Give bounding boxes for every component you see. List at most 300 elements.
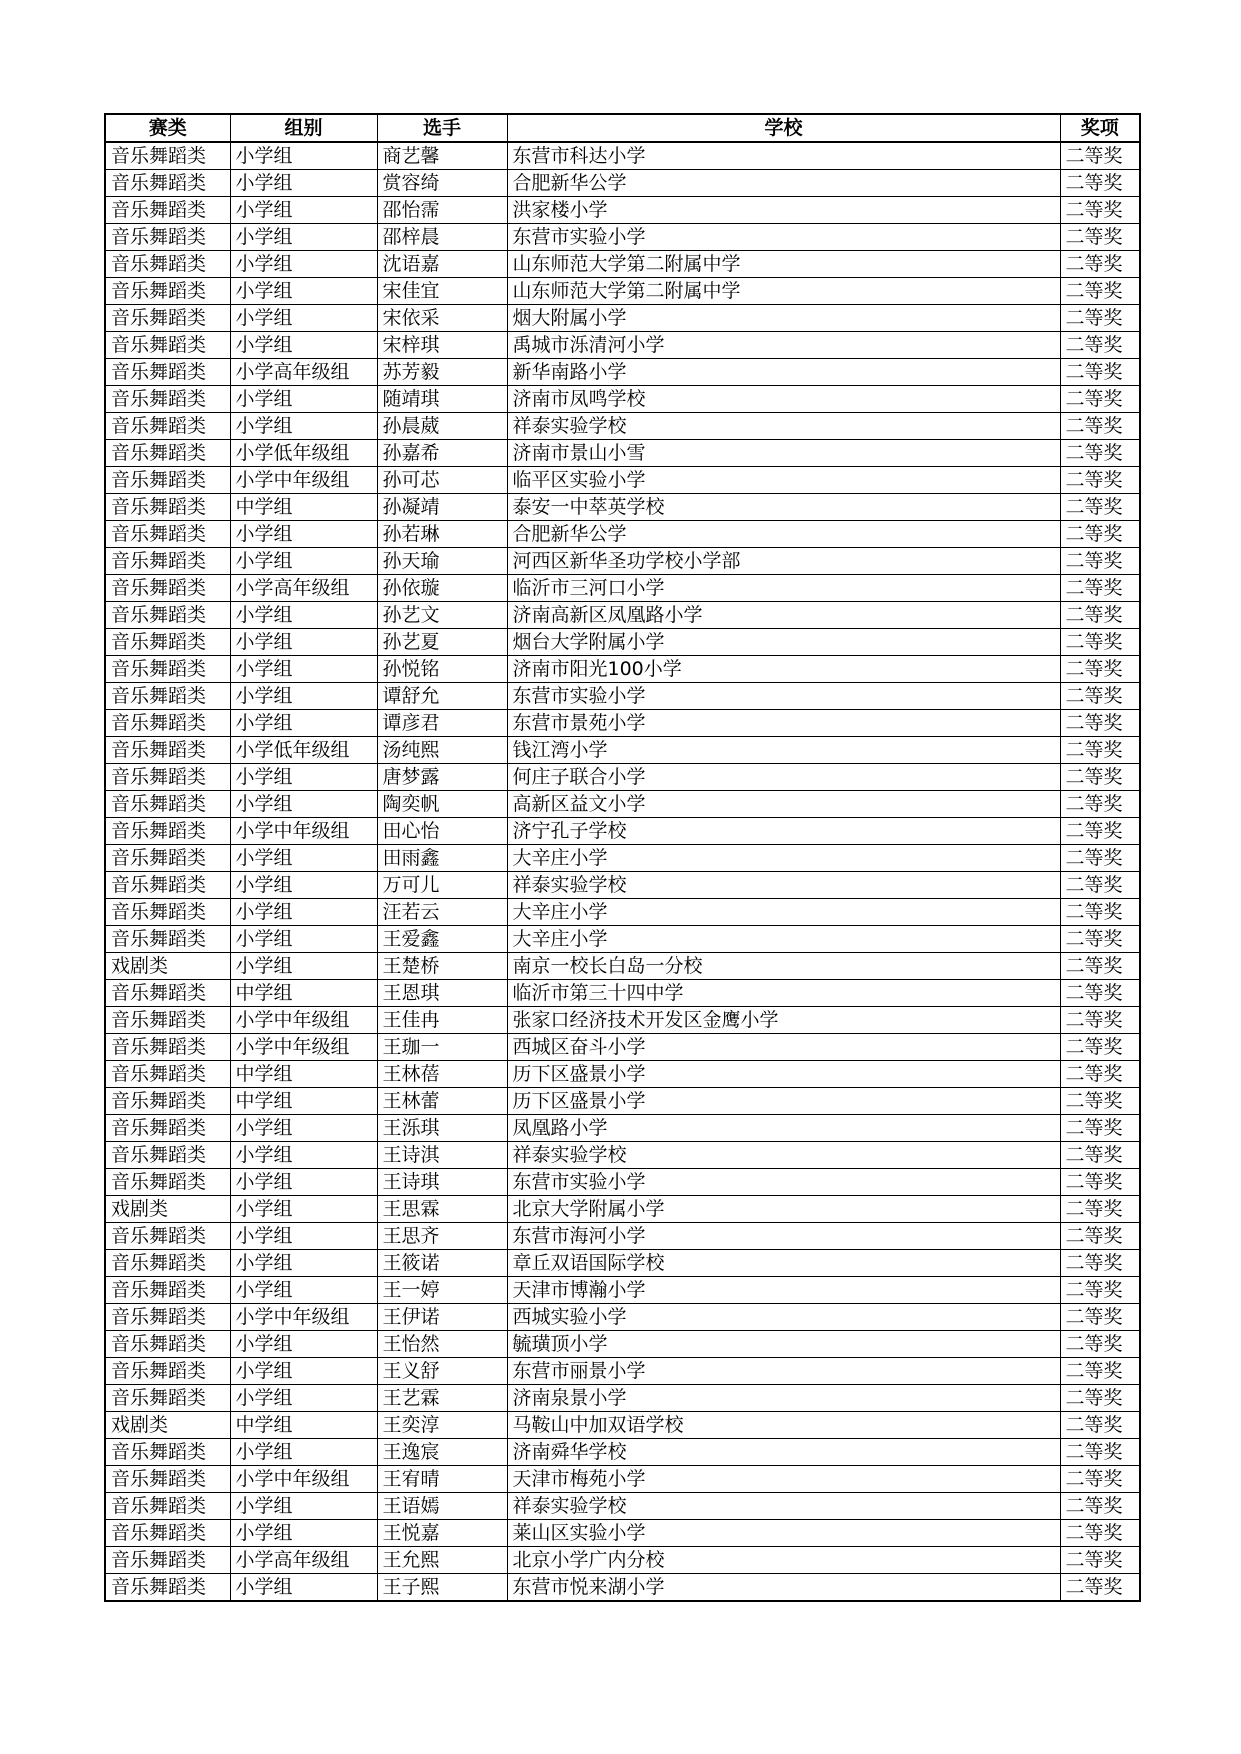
cell-school: 东营市海河小学 [507,1223,1060,1250]
cell-contestant: 王楚桥 [377,953,507,980]
cell-contestant: 王恩琪 [377,980,507,1007]
cell-school: 济宁孔子学校 [507,818,1060,845]
cell-group: 小学组 [230,710,377,737]
cell-category: 音乐舞蹈类 [105,791,230,818]
cell-school: 济南泉景小学 [507,1385,1060,1412]
cell-category: 音乐舞蹈类 [105,764,230,791]
cell-school: 临沂市第三十四中学 [507,980,1060,1007]
cell-contestant: 王诗琪 [377,1169,507,1196]
table-row [105,791,1140,818]
table-row [105,1277,1140,1304]
cell-group: 小学组 [230,251,377,278]
cell-group: 中学组 [230,494,377,521]
cell-category: 戏剧类 [105,1412,230,1439]
table-row [105,1196,1140,1223]
cell-category: 音乐舞蹈类 [105,1385,230,1412]
cell-school: 山东师范大学第二附属中学 [507,251,1060,278]
cell-category: 音乐舞蹈类 [105,170,230,197]
cell-category: 音乐舞蹈类 [105,629,230,656]
cell-school: 大辛庄小学 [507,899,1060,926]
cell-group: 小学组 [230,1358,377,1385]
cell-school: 济南市凤鸣学校 [507,386,1060,413]
cell-category: 音乐舞蹈类 [105,548,230,575]
table-row [105,1223,1140,1250]
cell-contestant: 王怡然 [377,1331,507,1358]
header-award: 奖项 [1060,114,1140,142]
table-row [105,1412,1140,1439]
cell-contestant: 孙悦铭 [377,656,507,683]
cell-school: 天津市梅苑小学 [507,1466,1060,1493]
cell-category: 音乐舞蹈类 [105,1250,230,1277]
table-row [105,1466,1140,1493]
cell-contestant: 孙晨葳 [377,413,507,440]
table-row [105,386,1140,413]
table-row [105,953,1140,980]
cell-school: 东营市实验小学 [507,224,1060,251]
cell-group: 小学组 [230,224,377,251]
table-row [105,251,1140,278]
cell-contestant: 孙依璇 [377,575,507,602]
table-row [105,332,1140,359]
cell-contestant: 宋依采 [377,305,507,332]
cell-award: 二等奖 [1060,1115,1140,1142]
cell-award: 二等奖 [1060,359,1140,386]
cell-school: 祥泰实验学校 [507,1142,1060,1169]
cell-contestant: 王一婷 [377,1277,507,1304]
cell-contestant: 王佳冉 [377,1007,507,1034]
cell-group: 小学高年级组 [230,1547,377,1574]
cell-category: 音乐舞蹈类 [105,1034,230,1061]
cell-school: 北京大学附属小学 [507,1196,1060,1223]
cell-group: 小学高年级组 [230,575,377,602]
cell-school: 东营市悦来湖小学 [507,1574,1060,1602]
cell-group: 小学组 [230,1574,377,1602]
cell-award: 二等奖 [1060,224,1140,251]
cell-school: 东营市科达小学 [507,142,1060,170]
cell-award: 二等奖 [1060,1493,1140,1520]
cell-category: 音乐舞蹈类 [105,845,230,872]
table-row [105,1520,1140,1547]
cell-category: 音乐舞蹈类 [105,413,230,440]
cell-award: 二等奖 [1060,1358,1140,1385]
cell-group: 小学中年级组 [230,1007,377,1034]
cell-group: 小学组 [230,278,377,305]
cell-award: 二等奖 [1060,1412,1140,1439]
cell-category: 音乐舞蹈类 [105,224,230,251]
cell-group: 小学组 [230,602,377,629]
cell-contestant: 谭舒允 [377,683,507,710]
cell-contestant: 王林蓓 [377,1061,507,1088]
cell-contestant: 宋佳宜 [377,278,507,305]
cell-contestant: 孙若琳 [377,521,507,548]
cell-school: 济南高新区凤凰路小学 [507,602,1060,629]
cell-contestant: 唐梦露 [377,764,507,791]
cell-award: 二等奖 [1060,575,1140,602]
cell-award: 二等奖 [1060,629,1140,656]
cell-group: 小学组 [230,872,377,899]
cell-group: 小学组 [230,548,377,575]
cell-category: 音乐舞蹈类 [105,872,230,899]
cell-school: 凤凰路小学 [507,1115,1060,1142]
cell-category: 音乐舞蹈类 [105,1358,230,1385]
cell-category: 音乐舞蹈类 [105,278,230,305]
cell-contestant: 万可儿 [377,872,507,899]
cell-school: 烟大附属小学 [507,305,1060,332]
cell-category: 音乐舞蹈类 [105,980,230,1007]
cell-school: 西城实验小学 [507,1304,1060,1331]
table-row [105,494,1140,521]
cell-contestant: 王筱诺 [377,1250,507,1277]
cell-school: 祥泰实验学校 [507,1493,1060,1520]
cell-category: 音乐舞蹈类 [105,1142,230,1169]
cell-award: 二等奖 [1060,278,1140,305]
cell-group: 小学组 [230,791,377,818]
table-row [105,1007,1140,1034]
cell-contestant: 商艺馨 [377,142,507,170]
table-row [105,1088,1140,1115]
cell-group: 小学组 [230,1169,377,1196]
cell-contestant: 陶奕帆 [377,791,507,818]
cell-category: 音乐舞蹈类 [105,386,230,413]
cell-group: 小学组 [230,953,377,980]
cell-category: 音乐舞蹈类 [105,1520,230,1547]
table-row [105,1142,1140,1169]
cell-award: 二等奖 [1060,980,1140,1007]
table-row [105,197,1140,224]
cell-category: 音乐舞蹈类 [105,710,230,737]
cell-award: 二等奖 [1060,845,1140,872]
table-row [105,142,1140,170]
cell-contestant: 田心怡 [377,818,507,845]
cell-category: 音乐舞蹈类 [105,1088,230,1115]
awards-table [104,113,1141,1602]
cell-contestant: 王泺琪 [377,1115,507,1142]
table-row [105,818,1140,845]
cell-contestant: 孙嘉希 [377,440,507,467]
cell-award: 二等奖 [1060,332,1140,359]
cell-school: 东营市景苑小学 [507,710,1060,737]
cell-award: 二等奖 [1060,521,1140,548]
cell-award: 二等奖 [1060,818,1140,845]
cell-school: 济南舜华学校 [507,1439,1060,1466]
cell-category: 音乐舞蹈类 [105,1439,230,1466]
cell-contestant: 王诗淇 [377,1142,507,1169]
table-row [105,413,1140,440]
cell-contestant: 赏容绮 [377,170,507,197]
cell-category: 音乐舞蹈类 [105,1331,230,1358]
cell-school: 何庄子联合小学 [507,764,1060,791]
table-row [105,764,1140,791]
table-row [105,575,1140,602]
cell-award: 二等奖 [1060,467,1140,494]
cell-award: 二等奖 [1060,197,1140,224]
table-row [105,845,1140,872]
cell-group: 小学组 [230,845,377,872]
table-row [105,1169,1140,1196]
cell-group: 小学组 [230,1196,377,1223]
table-row [105,1304,1140,1331]
cell-award: 二等奖 [1060,1169,1140,1196]
cell-group: 小学组 [230,683,377,710]
table-row [105,1385,1140,1412]
cell-school: 莱山区实验小学 [507,1520,1060,1547]
cell-category: 音乐舞蹈类 [105,1115,230,1142]
cell-award: 二等奖 [1060,683,1140,710]
cell-category: 音乐舞蹈类 [105,1304,230,1331]
cell-school: 南京一校长白岛一分校 [507,953,1060,980]
header-group: 组别 [230,114,377,142]
cell-category: 音乐舞蹈类 [105,332,230,359]
cell-school: 临平区实验小学 [507,467,1060,494]
cell-group: 小学组 [230,1493,377,1520]
cell-school: 泰安一中萃英学校 [507,494,1060,521]
table-row [105,521,1140,548]
header-school: 学校 [507,114,1060,142]
cell-award: 二等奖 [1060,872,1140,899]
cell-category: 音乐舞蹈类 [105,1277,230,1304]
cell-award: 二等奖 [1060,1331,1140,1358]
cell-school: 合肥新华公学 [507,521,1060,548]
cell-contestant: 王思霖 [377,1196,507,1223]
cell-group: 小学组 [230,1439,377,1466]
cell-category: 音乐舞蹈类 [105,899,230,926]
header-contestant: 选手 [377,114,507,142]
cell-award: 二等奖 [1060,1088,1140,1115]
table-row [105,710,1140,737]
table-row [105,899,1140,926]
cell-group: 小学组 [230,1331,377,1358]
cell-category: 音乐舞蹈类 [105,1574,230,1602]
cell-contestant: 王允熙 [377,1547,507,1574]
table-body [105,142,1140,1601]
cell-category: 音乐舞蹈类 [105,1223,230,1250]
cell-group: 中学组 [230,980,377,1007]
cell-contestant: 苏芳毅 [377,359,507,386]
table-row [105,278,1140,305]
cell-group: 小学低年级组 [230,737,377,764]
table-row [105,1034,1140,1061]
cell-contestant: 王悦嘉 [377,1520,507,1547]
cell-contestant: 王爱鑫 [377,926,507,953]
cell-school: 济南市阳光100小学 [507,656,1060,683]
cell-group: 小学组 [230,332,377,359]
cell-school: 新华南路小学 [507,359,1060,386]
cell-category: 音乐舞蹈类 [105,602,230,629]
table-header-row [105,114,1140,142]
cell-contestant: 随靖琪 [377,386,507,413]
cell-school: 天津市博瀚小学 [507,1277,1060,1304]
cell-category: 音乐舞蹈类 [105,521,230,548]
cell-group: 小学中年级组 [230,1304,377,1331]
table-row [105,224,1140,251]
cell-award: 二等奖 [1060,1223,1140,1250]
table-row [105,926,1140,953]
cell-award: 二等奖 [1060,1196,1140,1223]
table-row [105,170,1140,197]
cell-contestant: 汪若云 [377,899,507,926]
cell-group: 小学组 [230,197,377,224]
cell-contestant: 王艺霖 [377,1385,507,1412]
cell-contestant: 王子熙 [377,1574,507,1602]
cell-group: 小学组 [230,764,377,791]
cell-school: 东营市丽景小学 [507,1358,1060,1385]
table-row [105,548,1140,575]
cell-school: 毓璜顶小学 [507,1331,1060,1358]
cell-group: 小学组 [230,413,377,440]
cell-category: 音乐舞蹈类 [105,1169,230,1196]
cell-group: 小学组 [230,170,377,197]
cell-award: 二等奖 [1060,413,1140,440]
cell-contestant: 孙凝靖 [377,494,507,521]
table-row [105,1358,1140,1385]
cell-school: 东营市实验小学 [507,683,1060,710]
cell-category: 音乐舞蹈类 [105,440,230,467]
cell-award: 二等奖 [1060,386,1140,413]
cell-category: 音乐舞蹈类 [105,251,230,278]
cell-school: 高新区益文小学 [507,791,1060,818]
table-row [105,467,1140,494]
cell-award: 二等奖 [1060,1574,1140,1602]
header-category: 赛类 [105,114,230,142]
cell-contestant: 孙艺文 [377,602,507,629]
cell-award: 二等奖 [1060,1385,1140,1412]
cell-group: 小学组 [230,305,377,332]
table-row [105,1493,1140,1520]
cell-school: 章丘双语国际学校 [507,1250,1060,1277]
table-row [105,359,1140,386]
cell-award: 二等奖 [1060,1304,1140,1331]
cell-contestant: 邵梓晨 [377,224,507,251]
cell-category: 音乐舞蹈类 [105,1547,230,1574]
cell-group: 小学组 [230,521,377,548]
cell-contestant: 汤纯熙 [377,737,507,764]
cell-award: 二等奖 [1060,251,1140,278]
cell-group: 小学组 [230,386,377,413]
cell-contestant: 宋梓琪 [377,332,507,359]
table-row [105,1061,1140,1088]
cell-award: 二等奖 [1060,710,1140,737]
cell-award: 二等奖 [1060,656,1140,683]
cell-award: 二等奖 [1060,602,1140,629]
table-row [105,1331,1140,1358]
cell-award: 二等奖 [1060,1034,1140,1061]
cell-group: 小学中年级组 [230,1034,377,1061]
cell-group: 小学组 [230,1115,377,1142]
cell-school: 历下区盛景小学 [507,1088,1060,1115]
cell-group: 小学组 [230,142,377,170]
cell-group: 中学组 [230,1088,377,1115]
cell-group: 小学组 [230,899,377,926]
cell-award: 二等奖 [1060,1007,1140,1034]
cell-category: 音乐舞蹈类 [105,926,230,953]
table-row [105,440,1140,467]
cell-group: 中学组 [230,1061,377,1088]
cell-contestant: 孙艺夏 [377,629,507,656]
table-row [105,656,1140,683]
cell-group: 小学组 [230,1277,377,1304]
table-row [105,872,1140,899]
cell-award: 二等奖 [1060,1520,1140,1547]
cell-school: 山东师范大学第二附属中学 [507,278,1060,305]
cell-school: 北京小学广内分校 [507,1547,1060,1574]
cell-award: 二等奖 [1060,440,1140,467]
cell-group: 小学组 [230,1385,377,1412]
table-row [105,1574,1140,1602]
cell-school: 西城区奋斗小学 [507,1034,1060,1061]
cell-award: 二等奖 [1060,1547,1140,1574]
cell-category: 戏剧类 [105,1196,230,1223]
cell-contestant: 邵怡霈 [377,197,507,224]
cell-school: 临沂市三河口小学 [507,575,1060,602]
cell-contestant: 王伊诺 [377,1304,507,1331]
cell-school: 济南市景山小雪 [507,440,1060,467]
cell-category: 音乐舞蹈类 [105,683,230,710]
cell-group: 小学高年级组 [230,359,377,386]
table-row [105,1250,1140,1277]
cell-contestant: 王奕淳 [377,1412,507,1439]
cell-award: 二等奖 [1060,1439,1140,1466]
cell-award: 二等奖 [1060,1277,1140,1304]
cell-category: 音乐舞蹈类 [105,1061,230,1088]
cell-contestant: 孙可芯 [377,467,507,494]
cell-award: 二等奖 [1060,1061,1140,1088]
cell-group: 小学组 [230,1250,377,1277]
table-row [105,1439,1140,1466]
cell-school: 马鞍山中加双语学校 [507,1412,1060,1439]
cell-award: 二等奖 [1060,1466,1140,1493]
cell-award: 二等奖 [1060,142,1140,170]
cell-award: 二等奖 [1060,791,1140,818]
cell-award: 二等奖 [1060,899,1140,926]
cell-award: 二等奖 [1060,764,1140,791]
cell-category: 音乐舞蹈类 [105,1466,230,1493]
cell-group: 小学组 [230,1142,377,1169]
cell-group: 小学组 [230,1520,377,1547]
cell-category: 音乐舞蹈类 [105,1007,230,1034]
cell-school: 祥泰实验学校 [507,413,1060,440]
cell-contestant: 孙天瑜 [377,548,507,575]
cell-award: 二等奖 [1060,548,1140,575]
table-row [105,737,1140,764]
cell-contestant: 王林蕾 [377,1088,507,1115]
cell-contestant: 王思齐 [377,1223,507,1250]
table-row [105,1547,1140,1574]
table-row [105,980,1140,1007]
cell-group: 小学组 [230,1223,377,1250]
cell-group: 小学中年级组 [230,467,377,494]
cell-category: 音乐舞蹈类 [105,1493,230,1520]
cell-school: 钱江湾小学 [507,737,1060,764]
cell-group: 小学低年级组 [230,440,377,467]
cell-contestant: 王逸宸 [377,1439,507,1466]
cell-category: 音乐舞蹈类 [105,737,230,764]
cell-group: 小学中年级组 [230,818,377,845]
table-row [105,629,1140,656]
cell-award: 二等奖 [1060,1142,1140,1169]
cell-school: 烟台大学附属小学 [507,629,1060,656]
cell-category: 音乐舞蹈类 [105,818,230,845]
cell-award: 二等奖 [1060,737,1140,764]
cell-school: 禹城市泺清河小学 [507,332,1060,359]
cell-category: 音乐舞蹈类 [105,359,230,386]
cell-category: 音乐舞蹈类 [105,656,230,683]
cell-contestant: 王珈一 [377,1034,507,1061]
cell-category: 音乐舞蹈类 [105,494,230,521]
cell-school: 合肥新华公学 [507,170,1060,197]
table-row [105,602,1140,629]
cell-school: 大辛庄小学 [507,845,1060,872]
cell-group: 小学组 [230,926,377,953]
